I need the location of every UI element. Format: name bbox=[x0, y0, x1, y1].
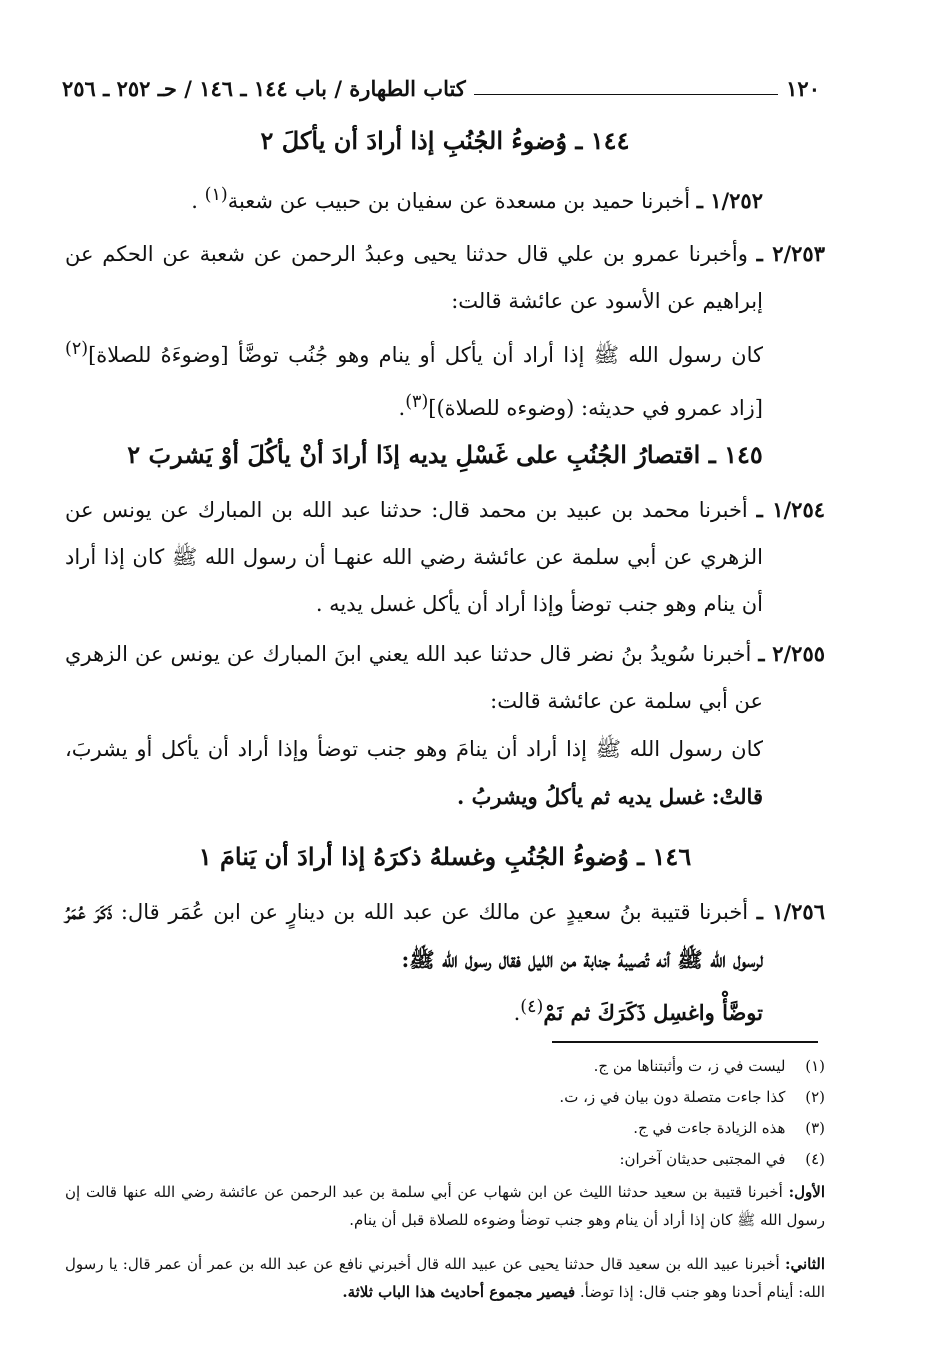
footnote-2 bbox=[65, 1083, 825, 1112]
footnote-separator bbox=[552, 1041, 818, 1043]
hadith-bold-text: ذَكَرَ عُمَرُ لرسول الله ﷺ أنه تُصيبهُ جنابة من الليل فقال رسول الله ﷺ: bbox=[65, 899, 763, 972]
footnote-ref: (٣) bbox=[405, 392, 429, 412]
footnote-label: الأول: bbox=[788, 1183, 825, 1201]
hadith-text: أخبرنا محمد بن عبيد بن محمد قال: حدثنا عبد الله بن المبارك عن يونس عن الزهري عن أبي سلمة عن عائشة رضي الله عنهـا أن رسول الله ﷺ كان إذا أراد أن ينام وهو جنب توضأ وإذا أراد أن يأكل غسل يديه . bbox=[65, 498, 763, 616]
footnote-label: الثاني: bbox=[784, 1255, 825, 1273]
hadith-number: ٢/٢٥٣ ـ bbox=[756, 241, 825, 266]
footnote-3 bbox=[65, 1114, 825, 1143]
hadith-253-isnad bbox=[65, 230, 825, 325]
footnote-number: (٣) bbox=[805, 1119, 825, 1137]
hadith-number: ١/٢٥٤ ـ bbox=[756, 497, 826, 522]
footnote-text: في المجتبى حديثان آخران: bbox=[619, 1150, 786, 1168]
page-header bbox=[62, 70, 820, 106]
footnote-number: (٢) bbox=[805, 1088, 825, 1106]
footnote-4-second bbox=[65, 1250, 825, 1306]
hadith-255-matn bbox=[65, 726, 825, 821]
matn-addition: [زاد عمرو في حديثه: (وضوءه للصلاة)] bbox=[428, 396, 763, 420]
matn-text: كان رسول الله ﷺ إذا أراد أن يأكل أو ينام وهو جُنُب توضَّأ [وضوءَهُ للصلاة] bbox=[88, 343, 763, 367]
section-heading-146: ١٤٦ ـ وُضوءُ الجُنُبِ وغسلهُ ذكرَهُ إذا أرادَ أن يَنامَ ١ bbox=[198, 842, 692, 871]
hadith-number: ١/٢٥٦ ـ bbox=[756, 899, 825, 924]
section-heading-145: ١٤٥ ـ اقتصارُ الجُنُبِ على غَسْلِ يديه إذَا أرادَ أنْ يأكُلَ أوْ يَشربَ ٢ bbox=[127, 440, 763, 469]
footnote-text: ليست في ز، ت وأثبتناها من ج. bbox=[593, 1057, 786, 1075]
hadith-253-matn bbox=[65, 326, 825, 432]
footnote-text: أخبرنا عبيد الله بن سعيد قال حدثنا يحيى عن عبيد الله قال أخبرني نافع عن عبد الله بن عمر أن عمر قال: يا رسول الله: أينام أحدنا وهو جنب قال: إذا توضأ. bbox=[65, 1255, 825, 1301]
hadith-text: أخبرنا سُويدُ بنُ نضر قال حدثنا عبد الله يعني ابنَ المبارك عن يونس عن الزهري عن أبي سلمة عن عائشة قالت: bbox=[65, 642, 763, 713]
footnote-bold-text: فيصير مجموع أحاديث هذا الباب ثلاثة. bbox=[342, 1283, 576, 1301]
hadith-text: أخبرنا حميد بن مسعدة عن سفيان بن حبيب عن شعبة bbox=[227, 189, 697, 213]
hadith-text: أخبرنا قتيبة بنُ سعيدٍ عن مالك عن عبد الله بن دينارٍ عن ابن عُمَر قال: bbox=[112, 900, 757, 924]
hadith-254 bbox=[65, 486, 825, 628]
hadith-256 bbox=[65, 888, 825, 984]
footnote-4-first bbox=[65, 1178, 825, 1234]
footnote-number: (١) bbox=[805, 1057, 825, 1075]
hadith-end: . bbox=[191, 189, 205, 213]
hadith-end: . bbox=[513, 1001, 521, 1025]
footnote-text: كذا جاءت متصلة دون بيان في ز، ت. bbox=[559, 1088, 786, 1106]
hadith-252 bbox=[65, 172, 825, 225]
section-heading-144: ١٤٤ ـ وُضوءُ الجُنُبِ إذا أرادَ أن يأكلَ ٢ bbox=[260, 126, 630, 155]
footnote-number: (٤) bbox=[805, 1150, 825, 1168]
hadith-bold-ending: توضَّأْ واغسِل ذَكَرَكَ ثم نَمْ bbox=[543, 1000, 763, 1025]
footnote-4 bbox=[65, 1145, 825, 1174]
hadith-256-ending bbox=[65, 984, 825, 1037]
footnote-ref: (٢) bbox=[65, 339, 89, 359]
header-rule bbox=[474, 94, 778, 95]
running-title: كتاب الطهارة / باب ١٤٤ ـ ١٤٦ / حـ ٢٥٢ ـ ٢٥٦ bbox=[62, 75, 466, 101]
hadith-number: ٢/٢٥٥ ـ bbox=[758, 641, 826, 666]
hadith-255-isnad bbox=[65, 630, 825, 725]
footnote-text: أخبرنا قتيبة بن سعيد حدثنا الليث عن ابن شهاب عن أبي سلمة بن عبد الرحمن عن عائشة رضي الله عنها قالت إن رسول الله ﷺ كان إذا أراد أن ينام وهو جنب توضأ وضوءه للصلاة قبل أن ينام. bbox=[65, 1183, 825, 1229]
matn-text: كان رسول الله ﷺ إذا أراد أن ينامَ وهو جنب توضأ وإذا أراد أن يأكل أو يشربَ، bbox=[65, 737, 763, 761]
page-number: ١٢٠ bbox=[786, 75, 820, 101]
matn-end: . bbox=[398, 396, 406, 420]
hadith-text: وأخبرنا عمرو بن علي قال حدثنا يحيى وعبدُ الرحمن عن شعبة عن الحكم عن إبراهيم عن الأسود عن عائشة قالت: bbox=[65, 242, 763, 313]
footnote-ref: (٤) bbox=[520, 997, 544, 1017]
hadith-number: ١/٢٥٢ ـ bbox=[696, 188, 763, 213]
footnote-text: هذه الزيادة جاءت في ج. bbox=[633, 1119, 786, 1137]
matn-bold: قالتْ: غسل يديه ثم يأكلُ ويشربُ . bbox=[456, 784, 763, 809]
footnote-1 bbox=[65, 1052, 825, 1081]
footnote-ref: (١) bbox=[204, 185, 228, 205]
